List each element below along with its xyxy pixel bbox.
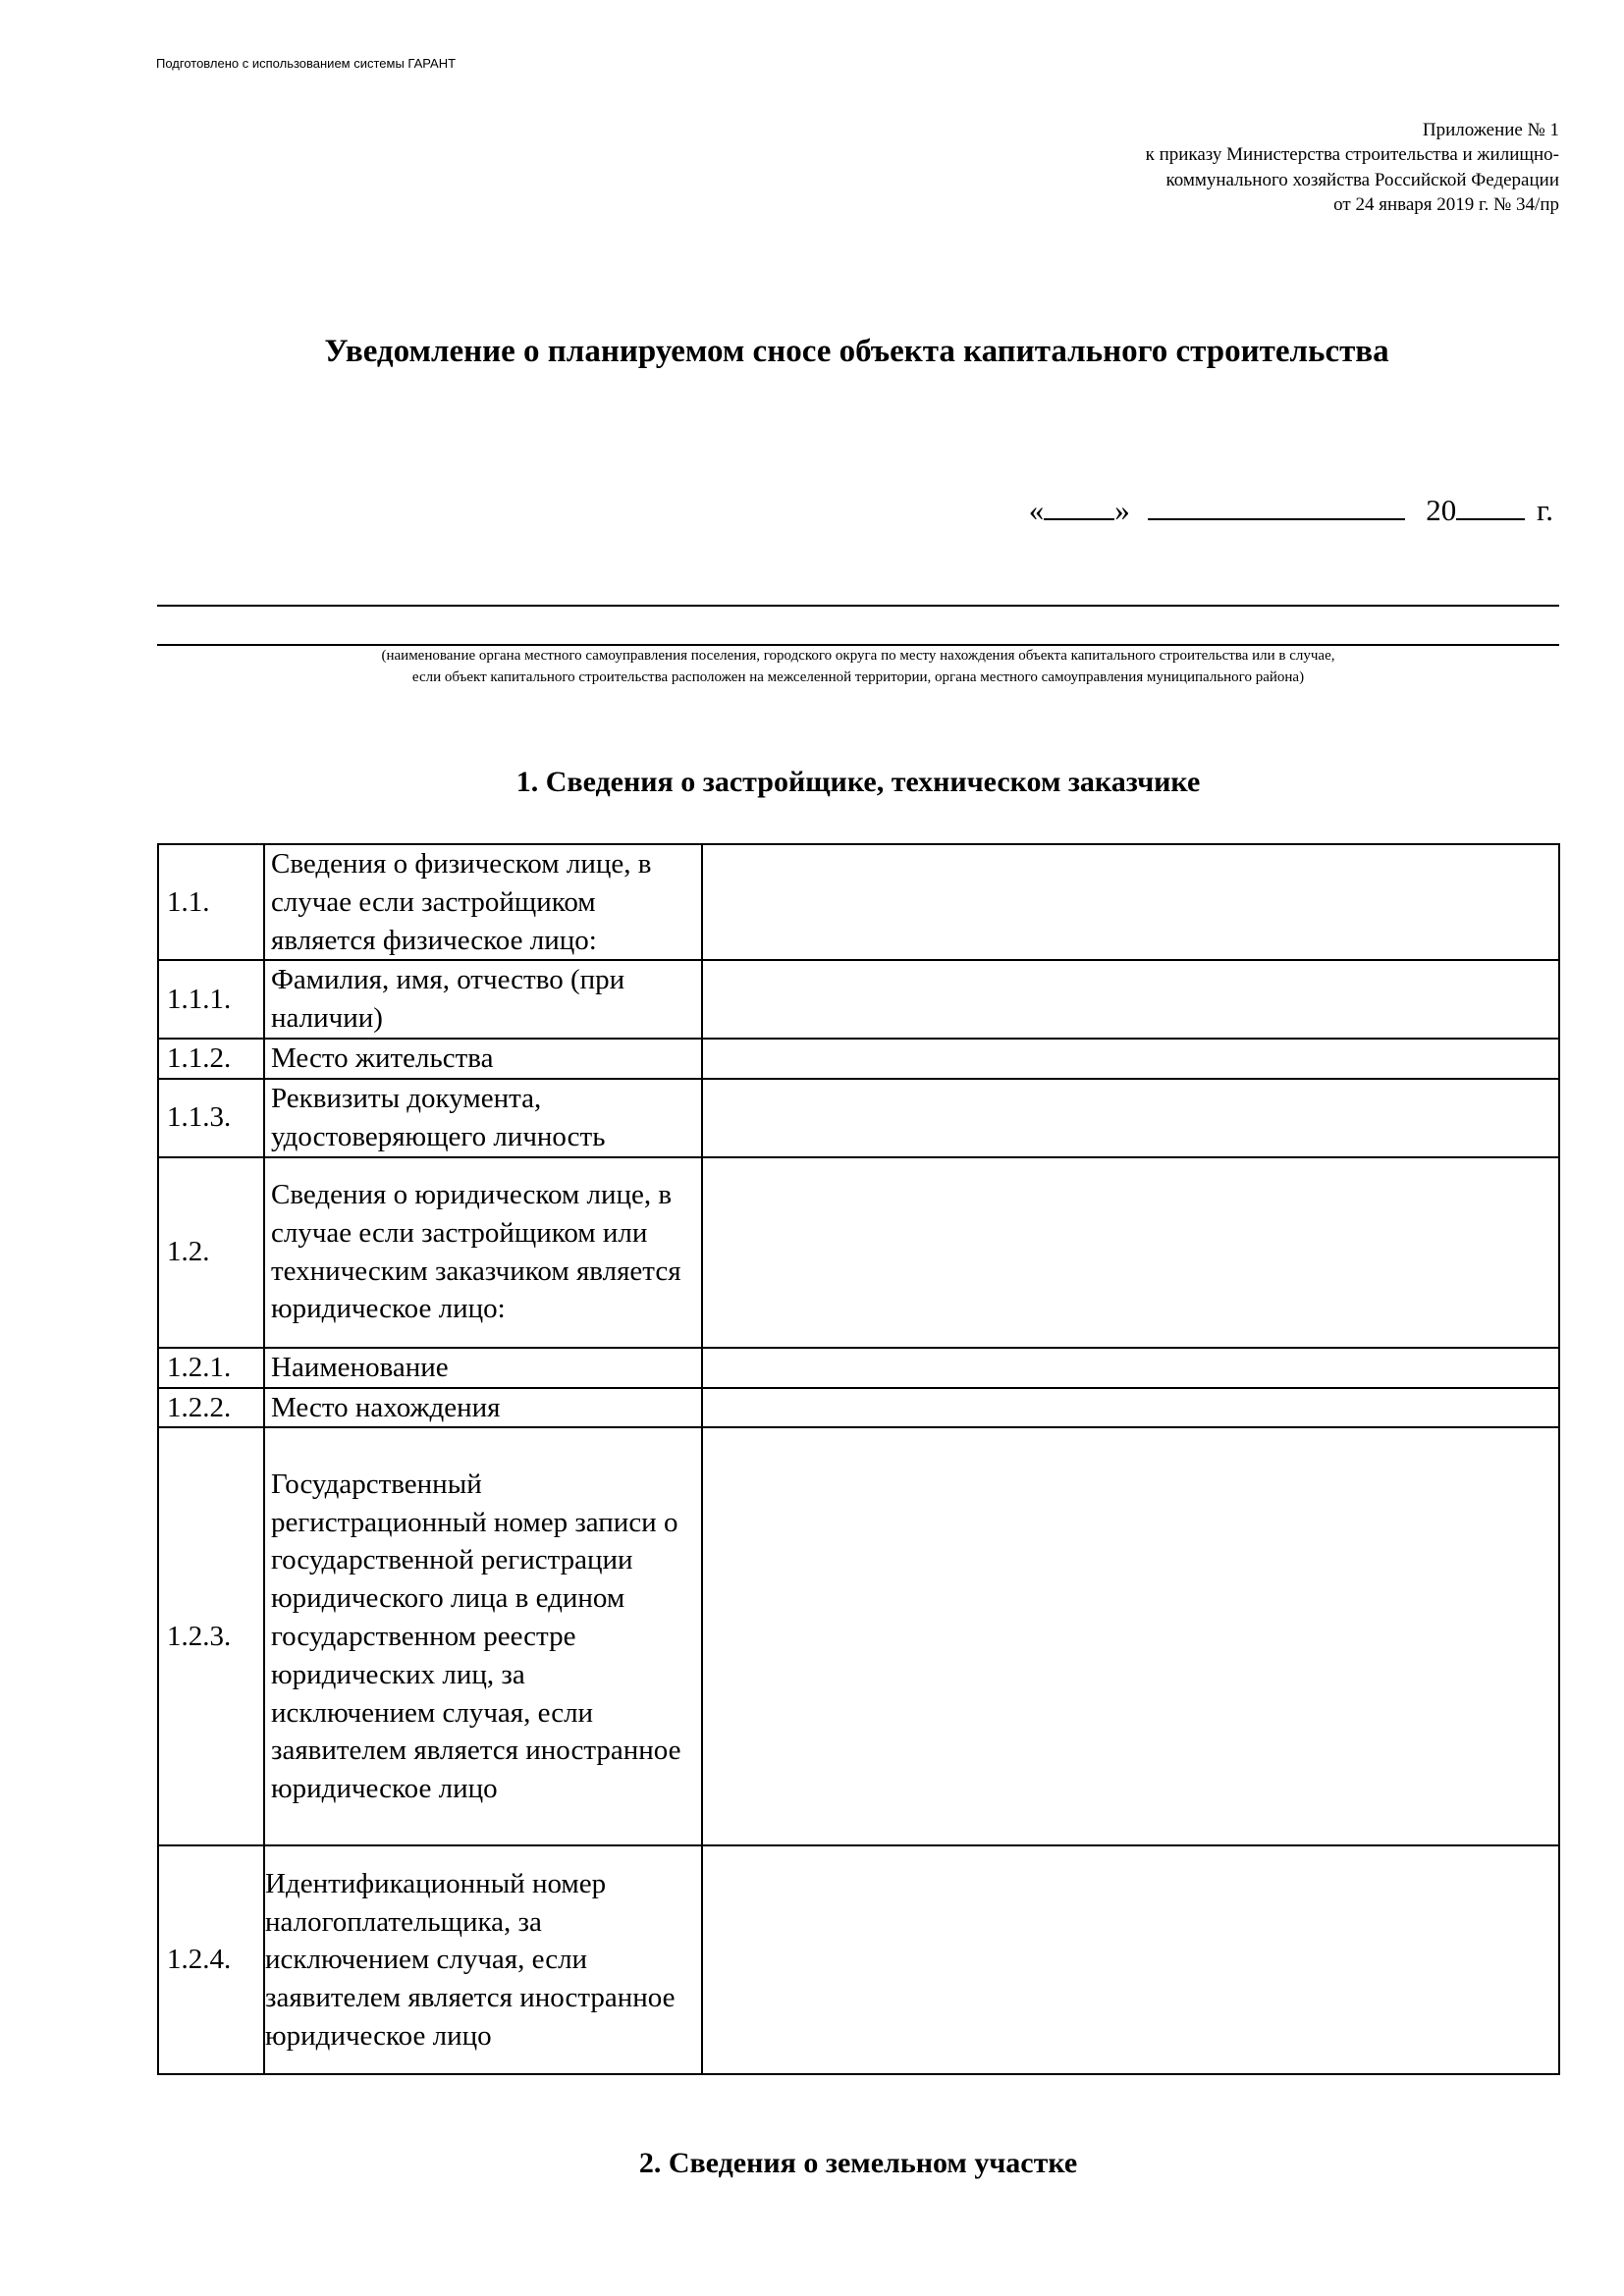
table-row (158, 1079, 1559, 1157)
row-label: Фамилия, имя, отчество (при наличии) (264, 960, 702, 1039)
row-number: 1.1.1. (158, 960, 264, 1039)
row-number: 1.1. (158, 844, 264, 960)
appendix-number: Приложение № 1 (1422, 120, 1559, 140)
row-label: Идентификационный номер налогоплательщика, за исключением случая, если заявителем является иностранное юридическое лицо (264, 1845, 702, 2074)
row-value[interactable] (702, 1427, 1559, 1845)
document-title: Уведомление о планируемом сносе объекта капитального строительства (324, 334, 1389, 369)
section-2-heading: 2. Сведения о земельном участке (638, 2147, 1078, 2179)
garant-note: Подготовлено с использованием системы ГАРАНТ (156, 56, 457, 71)
table-row (158, 1845, 1559, 2074)
row-value[interactable] (702, 844, 1559, 960)
row-label: Место нахождения (264, 1388, 702, 1428)
row-label: Государственный регистрационный номер записи о государственной регистрации юридического лица в едином государственном реестре юридических лиц, за исключением случая, если заявителем является иностранное юридическое лицо (264, 1427, 702, 1845)
appendix-order-line: коммунального хозяйства Российской Федерации (1165, 170, 1559, 190)
date-field (1029, 491, 1553, 528)
table-row (158, 960, 1559, 1039)
appendix-order-line: к приказу Министерства строительства и жилищно- (1145, 144, 1559, 165)
year-suffix: г. (1537, 493, 1553, 527)
row-number: 1.2.1. (158, 1348, 264, 1388)
row-value[interactable] (702, 1348, 1559, 1388)
developer-info-table (157, 843, 1560, 2075)
row-value[interactable] (702, 1157, 1559, 1348)
row-label: Сведения о юридическом лице, в случае если застройщиком или техническим заказчиком является юридическое лицо: (264, 1157, 702, 1348)
authority-line[interactable] (157, 605, 1559, 607)
row-value[interactable] (702, 960, 1559, 1039)
row-value[interactable] (702, 1079, 1559, 1157)
row-value[interactable] (702, 1845, 1559, 2074)
quote-open: « (1028, 493, 1045, 527)
quote-close: » (1114, 493, 1130, 527)
table-row (158, 844, 1559, 960)
table-row (158, 1157, 1559, 1348)
day-blank[interactable] (1044, 491, 1114, 520)
row-value[interactable] (702, 1039, 1559, 1079)
authority-line[interactable] (157, 644, 1559, 646)
row-number: 1.2.3. (158, 1427, 264, 1845)
row-number: 1.2.2. (158, 1388, 264, 1428)
century: 20 (1426, 493, 1457, 527)
month-blank[interactable] (1148, 491, 1405, 520)
row-number: 1.2. (158, 1157, 264, 1348)
table-row (158, 1039, 1559, 1079)
row-number: 1.1.2. (158, 1039, 264, 1079)
row-number: 1.1.3. (158, 1079, 264, 1157)
table-row (158, 1388, 1559, 1428)
row-label: Сведения о физическом лице, в случае если застройщиком является физическое лицо: (264, 844, 702, 960)
section-1-heading: 1. Сведения о застройщике, техническом заказчике (515, 766, 1201, 798)
row-label: Место жительства (264, 1039, 702, 1079)
table-row (158, 1348, 1559, 1388)
authority-caption: (наименование органа местного самоуправления поселения, городского округа по месту нахождения объекта капитального строительства или в случае, (381, 648, 1335, 664)
year-blank[interactable] (1456, 491, 1525, 520)
row-label: Реквизиты документа, удостоверяющего личность (264, 1079, 702, 1157)
row-value[interactable] (702, 1388, 1559, 1428)
authority-caption: если объект капитального строительства расположен на межселенной территории, органа местного самоуправления муниципального района) (411, 669, 1305, 685)
row-number: 1.2.4. (158, 1845, 264, 2074)
table-row (158, 1427, 1559, 1845)
row-label: Наименование (264, 1348, 702, 1388)
appendix-order-date: от 24 января 2019 г. № 34/пр (1333, 194, 1559, 215)
